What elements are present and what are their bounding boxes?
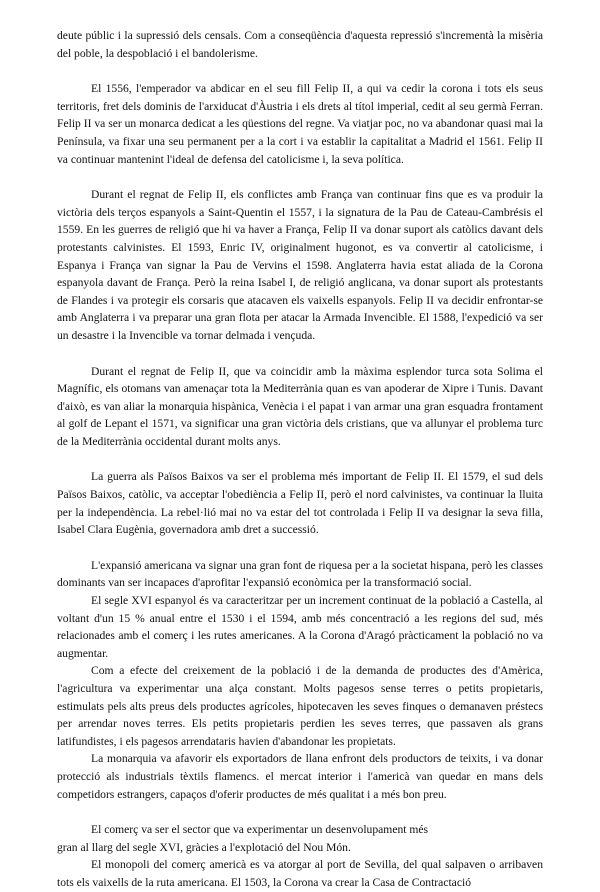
paragraph-5: La guerra als Països Baixos va ser el problema més important de Felip II. El 1579, el sud dels Països Baixos, catòlic, va acceptar l'obediència a Felip II, però el nord calvinistes, va continuar la lluita per la independència. La rebel·lió mai no va estar del tot controlada i Felip II va designar la seva filla, Isabel Clara Eugènia, governadora amb dret a successió. [57,470,543,537]
paragraph-4: Durant el regnat de Felip II, que va coincidir amb la màxima esplendor turca sota Solima el Magnífic, els otomans van amenaçar tota la Mediterrània quan es van apoderar de Xipre i Tunis. Davant d'això, es van aliar la monarquia hispànica, Venècia i el papat i van armar una gran esquadra frontament al golf de Lepant el 1571, va significar una gran victòria dels cristians, que va allunyar el problema turc de la Mediterrània occidental durant molts anys. [57,364,543,448]
paragraph-10-line-1: El comerç va ser el sector que va experimentar un desenvolupament més [91,823,429,837]
paragraph-11: El monopoli del comerç americà es va atorgar al port de Sevilla, del qual salpaven o arribaven tots els vaixells de la ruta americana. El 1503, la Corona va crear la Casa de Contractació [57,858,543,889]
paragraph-2: El 1556, l'emperador va abdicar en el seu fill Felip II, a qui va cedir la corona i tots els seus territoris, fret dels dominis de l'arxiducat d'Àustria i els drets al títol imperial, cedit al seu germà Ferran. Felip II va ser un monarca dedicat a les qüestions del regne. Va viatjar poc, no va abandonar quasi mai la Península, va fixar una seu permanent per a la cort i va establir la capitalitat a Madrid el 1561. Felip II va continuar mantenint l'ideal de defensa del catolicisme i, la seva política. [57,82,543,166]
paragraph-8: Com a efecte del creixement de la població i de la demanda de productes des d'Amèrica, l'agricultura va experimentar una alça constant. Molts pagesos sense terres o petits propietaris, estimulats pels alts preus dels productes agrícoles, hipotecaven les seves finques o demanaven préstecs per arrendar noves terres. Els petits propietaris perdien les seves terres, que passaven als grans latifundistes, i els pagesos arrendataris havien d'abandonar les propietats. [57,664,543,748]
paragraph-6: L'expansió americana va signar una gran font de riquesa per a la societat hispana, però les classes dominants van ser incapaces d'aprofitar l'expansió econòmica per la transformació social. [57,558,543,590]
paragraph-1: deute públic i la supressió dels censals. Com a conseqüència d'aquesta repressió s'incrementà la misèria del poble, la despoblació i el bandolerisme. [57,29,543,60]
paragraph-10-line-2: gran al llarg del segle XVI, gràcies a l'explotació del Nou Món. [57,840,351,854]
paragraph-7: El segle XVI espanyol és va caracteritzar per un increment continuat de la població a Castella, al voltant d'un 15 % anual entre el 1530 i el 1594, amb més concentració a les regions del sud, més relacionades amb el comerç i les rutes americanes. A la Corona d'Aragó pràcticament la població no va augmentar. [57,594,543,660]
paragraph-3: Durant el regnat de Felip II, els conflictes amb França van continuar fins que es va produir la victòria dels terços espanyols a Saint-Quentin el 1557, i la signatura de la Pau de Cateau-Cambrésis el 1559. En les guerres de religió que hi va haver a França, Felip II va donar suport als catòlics davant dels protestants calvinistes. El 1593, Enric IV, originalment hugonot, es va convertir al catolicisme, i Espanya i França van signar la Pau de Vervins el 1598. Anglaterra havia estat aliada de la Corona espanyola davant de França. Però la reina Isabel I, de religió anglicana, va donar suport als protestants de Flandes i va protegir els corsaris que atacaven els vaixells espanyols. Felip II va decidir enfrontar-se amb Anglaterra i va preparar una gran flota per atacar la Armada Invencible. El 1588, l'expedició va ser un desastre i la Invencible va tornar delmada i vençuda. [57,188,543,342]
paragraph-9: La monarquia va afavorir els exportadors de llana enfront dels productors de teixits, i va donar protecció als industrials tèxtils flamencs. el mercat interior i l'americà van quedar en mans dels competidors estrangers, capaços d'oferir productes de més qualitat i a més bon preu. [57,752,543,801]
